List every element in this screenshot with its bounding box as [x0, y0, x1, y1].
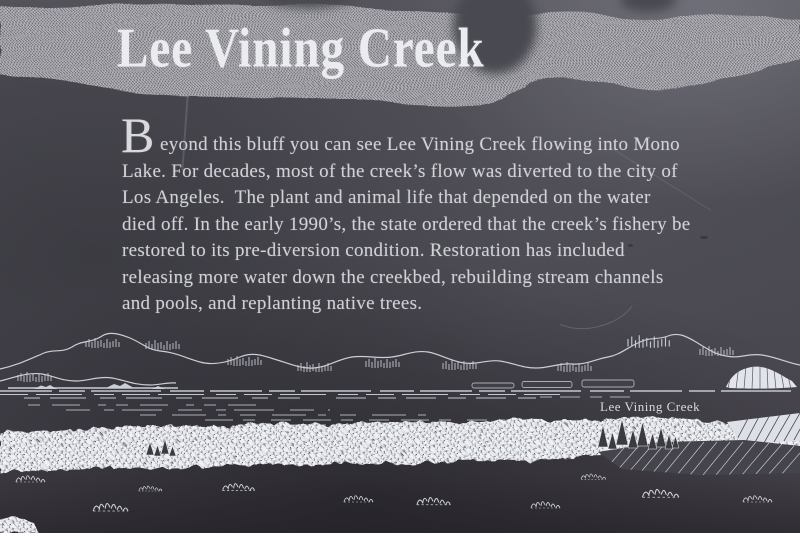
- slope-tree-hatching: [18, 335, 733, 382]
- stain-speck: [628, 244, 633, 247]
- bluff: [726, 365, 797, 389]
- sign-title: Lee Vining Creek: [117, 17, 485, 80]
- stain-speck: [700, 236, 708, 239]
- body-line: and pools, and replanting native trees.: [122, 293, 423, 314]
- body-line: restored to its pre-diversion condition. Restoration has included: [122, 240, 625, 261]
- body-line: Los Angeles. The plant and animal life that depended on the water: [122, 187, 651, 208]
- mountain-ridge: [0, 333, 800, 388]
- body-line: Lake. For decades, most of the creek’s flow was diverted to the city of: [122, 160, 678, 182]
- body-line: eyond this bluff you can see Lee Vining Creek flowing into Mono: [160, 134, 680, 155]
- lake-waterline: [0, 391, 800, 398]
- foreground-shadow: [0, 475, 800, 533]
- landscape-etching: [0, 325, 800, 533]
- body-line: releasing more water down the creekbed, rebuilding stream channels: [122, 266, 664, 288]
- drop-cap: B: [121, 107, 155, 163]
- body-line: died off. In the early 1990’s, the state ordered that the creek’s fishery be: [122, 213, 691, 235]
- creek-label: Lee Vining Creek: [600, 399, 701, 414]
- dark-islets: [472, 380, 634, 388]
